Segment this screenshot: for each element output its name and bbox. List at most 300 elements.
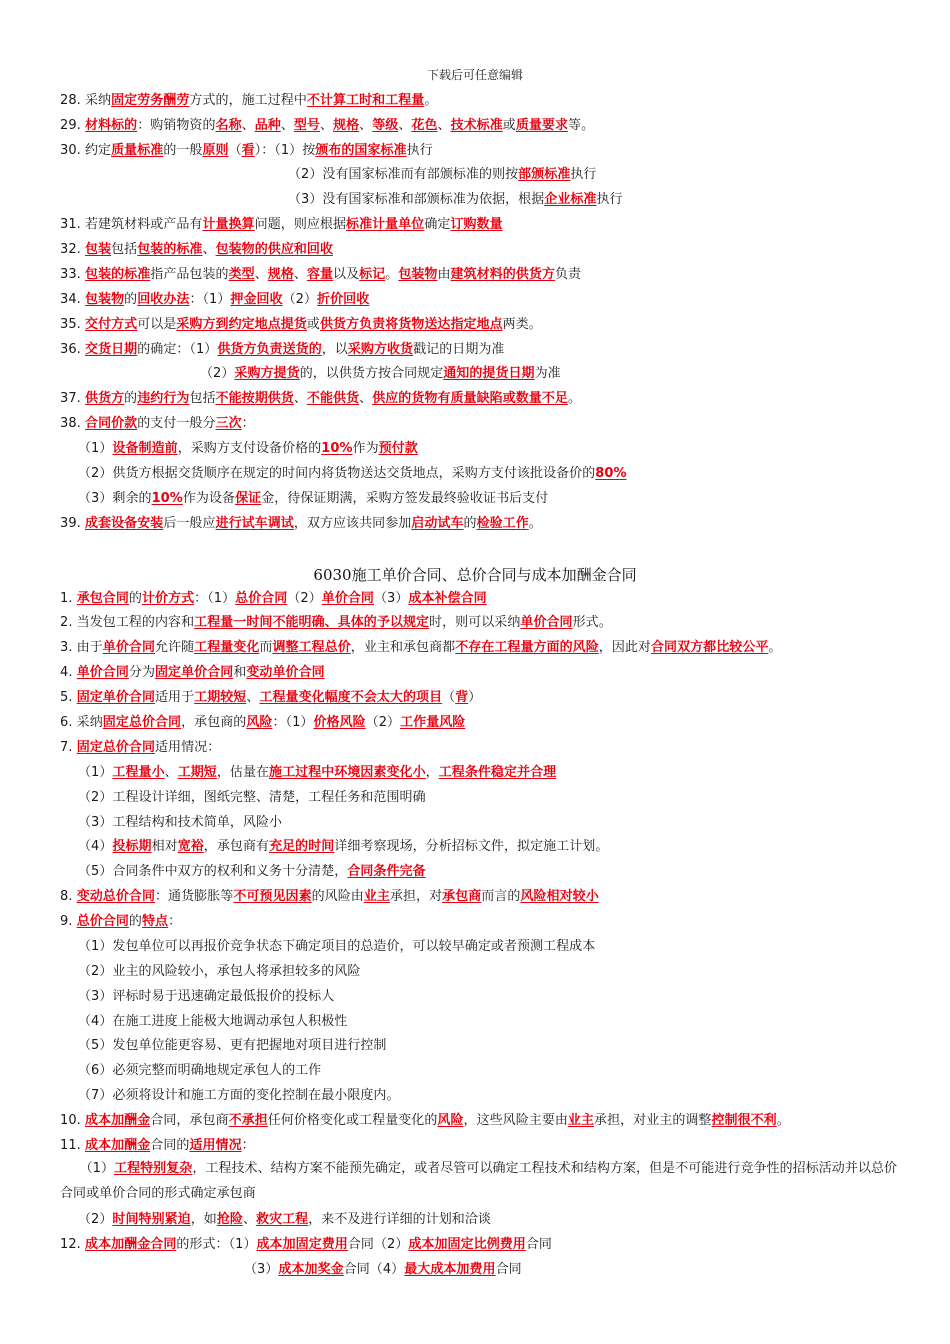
highlighted-term: 部颁标准 [518, 167, 571, 182]
highlighted-term: 背 [455, 690, 469, 705]
plain-text: 的 [124, 292, 138, 307]
plain-text: ，采购方支付设备价格的 [177, 441, 322, 456]
plain-text: 、 [202, 242, 216, 257]
plain-text: 4. [60, 665, 77, 680]
text-line [78, 1037, 386, 1055]
plain-text: 1. [60, 591, 77, 606]
highlighted-term: 工作量风险 [400, 715, 466, 730]
plain-text: 详细考察现场，分析招标文件，拟定施工计划。 [334, 839, 609, 854]
plain-text: 执行 [406, 143, 433, 158]
plain-text: ：通货膨胀等 [155, 889, 234, 904]
highlighted-term: 技术标准 [450, 118, 503, 133]
plain-text: 。 [776, 1113, 790, 1128]
highlighted-term: 时间特别紧迫 [112, 1212, 191, 1227]
highlighted-term: 包装物 [85, 292, 125, 307]
plain-text: 指产品包装的 [150, 267, 229, 282]
text-line [78, 1062, 321, 1080]
plain-text: ： [168, 914, 182, 929]
text-line [60, 614, 612, 632]
highlighted-term: 成本加奖金 [278, 1262, 344, 1277]
plain-text: ：（1） [189, 292, 231, 307]
plain-text: 或 [502, 118, 516, 133]
text-line [200, 365, 561, 383]
plain-text: 。 [567, 391, 582, 406]
plain-text: 9. [60, 914, 77, 929]
plain-text: 或 [306, 317, 320, 332]
plain-text: 28. 采纳 [60, 93, 112, 108]
highlighted-term: 不能供货 [306, 391, 360, 406]
highlighted-term: 包装物 [398, 267, 438, 282]
highlighted-term: 控制很不利 [711, 1113, 777, 1128]
plain-text: （3）没有国家标准和部颁标准为依据，根据 [288, 192, 545, 207]
highlighted-term: 成本补偿合同 [408, 591, 487, 606]
highlighted-term: 单价合同 [76, 665, 129, 680]
plain-text: （2）工程设计详细，图纸完整、清楚，工程任务和范围明确 [78, 790, 426, 805]
text-line [78, 988, 334, 1006]
text-line [60, 1156, 900, 1206]
text-line [78, 789, 426, 807]
plain-text: 38. [60, 416, 86, 431]
highlighted-term: 总价合同 [76, 914, 129, 929]
plain-text: 8. [60, 889, 77, 904]
plain-text: 以及 [333, 267, 360, 282]
highlighted-term: 风险 [437, 1113, 464, 1128]
text-line [60, 216, 503, 234]
highlighted-term: 计量换算 [202, 217, 255, 232]
highlighted-term: 变动总价合同 [76, 889, 155, 904]
plain-text: 、 [398, 118, 412, 133]
plain-text: 时，则可以采纳 [429, 615, 521, 630]
highlighted-term: 最大成本加费用 [404, 1262, 496, 1277]
highlighted-term: 业主 [363, 889, 390, 904]
plain-text: 33. [60, 267, 86, 282]
highlighted-term: 充足的时间 [269, 839, 335, 854]
text-line [288, 166, 596, 184]
highlighted-term: 花色 [411, 118, 438, 133]
plain-text: ，业主和承包商都 [350, 640, 456, 655]
plain-text: 方式的，施工过程中 [189, 93, 307, 108]
plain-text: （3）评标时易于迅速确定最低报价的投标人 [78, 989, 335, 1004]
text-line [60, 142, 433, 160]
text-line [60, 291, 369, 309]
highlighted-term: 工程量一时间不能明确、具体的予以规定 [194, 615, 430, 630]
highlighted-term: 单价合同 [102, 640, 155, 655]
highlighted-term: 成套设备安装 [85, 516, 164, 531]
highlighted-term: 合同双方都比较公平 [650, 640, 769, 655]
plain-text: 11. [60, 1138, 86, 1153]
plain-text: 后一般应 [163, 516, 216, 531]
plain-text: 承担，对 [389, 889, 443, 904]
plain-text: ：（1） [272, 715, 314, 730]
plain-text: 适用情况： [155, 740, 221, 755]
plain-text: 7. [60, 740, 77, 755]
plain-text: 合同 [525, 1237, 552, 1252]
highlighted-term: 风险相对较小 [520, 889, 599, 904]
plain-text: 、 [241, 118, 255, 133]
highlighted-term: 订购数量 [450, 217, 503, 232]
plain-text: 承担，对业主的调整 [594, 1113, 712, 1128]
plain-text: ，因此对 [598, 640, 651, 655]
highlighted-term: 救灾工程 [256, 1212, 309, 1227]
plain-text: 、 [242, 1212, 257, 1227]
text-line [78, 1013, 347, 1031]
highlighted-term: 承包商 [442, 889, 482, 904]
plain-text: （3） [244, 1262, 279, 1277]
text-line [60, 266, 581, 284]
plain-text: 的一般 [163, 143, 203, 158]
highlighted-term: 回收办法 [137, 292, 190, 307]
plain-text: 35. [60, 317, 86, 332]
plain-text: 的，以供货方按合同规定 [299, 366, 444, 381]
highlighted-term: 固定单价合同 [76, 690, 155, 705]
plain-text: （2） [200, 366, 235, 381]
plain-text: 合同，承包商 [150, 1113, 229, 1128]
plain-text: 作为 [352, 441, 379, 456]
plain-text: 、 [280, 118, 294, 133]
highlighted-term: 计价方式 [141, 591, 195, 606]
plain-text: 形式。 [572, 615, 612, 630]
plain-text: 金，待保证期满，采购方签发最终验收证书后支付 [261, 491, 549, 506]
plain-text: 适用于 [155, 690, 195, 705]
plain-text: （2）供货方根据交货顺序在规定的时间内将货物送达交货地点，采购方支付该批设备价的 [78, 466, 596, 481]
plain-text: 。 [424, 93, 438, 108]
plain-text: ，承包商的 [181, 715, 247, 730]
plain-text: 任何价格变化或工程量变化的 [267, 1113, 438, 1128]
plain-text: 而 [259, 640, 273, 655]
plain-text: 。 [768, 640, 782, 655]
highlighted-term: 保证 [235, 491, 262, 506]
highlighted-term: 特点 [141, 914, 169, 929]
plain-text: 确定 [424, 217, 451, 232]
highlighted-term: 型号 [293, 118, 320, 133]
highlighted-term: 不存在工程量方面的风险 [455, 640, 599, 655]
plain-text: （1） [78, 765, 113, 780]
highlighted-term: 不承担 [228, 1113, 268, 1128]
plain-text: 、 [293, 391, 307, 406]
highlighted-term: 工程特别复杂 [114, 1161, 193, 1176]
highlighted-term: 原则 [202, 143, 229, 158]
highlighted-term: 质量标准 [111, 143, 164, 158]
plain-text: 31. 若建筑材料或产品有 [60, 217, 203, 232]
highlighted-term: 采购方提货 [234, 366, 300, 381]
text-line [60, 664, 325, 682]
text-line [60, 341, 504, 359]
plain-text: 的支付一般分 [137, 416, 216, 431]
highlighted-term: 容量 [306, 267, 334, 282]
plain-text: 的 [463, 516, 477, 531]
plain-text: （5）发包单位能更容易、更有把握地对项目进行控制 [78, 1038, 387, 1053]
text-line [78, 863, 426, 881]
highlighted-term: 包装的标准 [137, 242, 203, 257]
text-line [78, 440, 418, 458]
plain-text: ：购销物资的 [137, 118, 216, 133]
highlighted-term: 成本加酬金 [85, 1113, 151, 1128]
plain-text: 、 [254, 267, 268, 282]
text-line [60, 1112, 790, 1130]
text-line [288, 191, 623, 209]
plain-text: 的风险由 [311, 889, 364, 904]
highlighted-term: 总价合同 [235, 591, 288, 606]
plain-text: 和 [233, 665, 247, 680]
highlighted-term: 投标期 [112, 839, 152, 854]
plain-text: 合同的 [150, 1138, 190, 1153]
plain-text: 的形式：（1） [176, 1237, 257, 1252]
highlighted-term: 进行试车调试 [215, 516, 294, 531]
plain-text: 36. [60, 342, 86, 357]
plain-text: 、 [164, 765, 178, 780]
plain-text: （1） [78, 441, 113, 456]
plain-text: 29. [60, 118, 86, 133]
highlighted-term: 交货日期 [85, 342, 138, 357]
plain-text: 包括 [111, 242, 138, 257]
highlighted-term: 包装物的供应和回收 [215, 242, 334, 257]
page-header: 下载后可任意编辑 [426, 68, 523, 82]
plain-text: 30. 约定 [60, 143, 112, 158]
plain-text: 执行 [596, 192, 623, 207]
plain-text: 为准 [534, 366, 561, 381]
text-line [60, 415, 255, 433]
highlighted-term: 建筑材料的供货方 [450, 267, 555, 282]
highlighted-term: 通知的提货日期 [443, 366, 535, 381]
plain-text: 的 [124, 391, 138, 406]
text-line [60, 241, 333, 259]
text-line [60, 316, 542, 334]
plain-text: 、 [246, 690, 260, 705]
highlighted-term: 单价合同 [321, 591, 374, 606]
plain-text: 10. [60, 1113, 86, 1128]
plain-text: 3. 由于 [60, 640, 103, 655]
highlighted-term: 工程条件稳定并合理 [438, 765, 557, 780]
highlighted-term: 包装的标准 [85, 267, 151, 282]
plain-text: 的 [128, 591, 142, 606]
plain-text: ，来不及进行详细的计划和洽谈 [308, 1212, 491, 1227]
plain-text: 、 [359, 118, 373, 133]
highlighted-term: 看 [241, 143, 255, 158]
plain-text: （2） [287, 591, 322, 606]
plain-text: 的确定：（1） [137, 342, 218, 357]
highlighted-term: 适用情况 [189, 1138, 242, 1153]
highlighted-term: 成本加酬金合同 [85, 1237, 177, 1252]
highlighted-term: 固定总价合同 [102, 715, 182, 730]
plain-text: 执行 [570, 167, 597, 182]
plain-text: 、 [319, 118, 334, 133]
plain-text: （3）工程结构和技术简单，风险小 [78, 815, 283, 830]
plain-text: 由 [437, 267, 451, 282]
highlighted-term: 固定单价合同 [155, 665, 234, 680]
plain-text: （1）发包单位可以再报价竞争状态下确定项目的总造价，可以较早确定或者预测工程成本 [78, 939, 596, 954]
highlighted-term: 单价合同 [520, 615, 573, 630]
plain-text: ， [425, 765, 439, 780]
text-line [244, 1261, 522, 1279]
highlighted-term: 不计算工时和工程量 [306, 93, 425, 108]
highlighted-term: 风险 [246, 715, 273, 730]
highlighted-term: 成本加酬金 [85, 1138, 151, 1153]
plain-text: 合同 [495, 1262, 522, 1277]
highlighted-term: 变动单价合同 [246, 665, 325, 680]
highlighted-term: 工程量小 [112, 765, 165, 780]
plain-text: 两类。 [502, 317, 542, 332]
highlighted-term: 名称 [215, 118, 242, 133]
plain-text: ： [241, 1138, 255, 1153]
highlighted-term: 等级 [372, 118, 399, 133]
plain-text: ：（1） [194, 591, 236, 606]
text-line [60, 739, 220, 757]
highlighted-term: 成本加固定费用 [256, 1237, 348, 1252]
highlighted-term: 颁布的国家标准 [315, 143, 407, 158]
text-line [60, 714, 465, 732]
highlighted-term: 宽裕 [177, 839, 204, 854]
text-line [78, 465, 627, 483]
plain-text: （1） [60, 1161, 115, 1176]
highlighted-term: 包装 [85, 242, 112, 257]
plain-text: 。 [385, 267, 399, 282]
highlighted-term: 标准计量单位 [346, 217, 425, 232]
highlighted-term: 工程量变化 [194, 640, 260, 655]
plain-text: 2. 当发包工程的内容和 [60, 615, 195, 630]
text-line [78, 814, 282, 832]
highlighted-term: 类型 [228, 267, 255, 282]
plain-text: 合同（2） [347, 1237, 409, 1252]
plain-text: （2）没有国家标准而有部颁标准的则按 [288, 167, 519, 182]
plain-text: 6. 采纳 [60, 715, 103, 730]
highlighted-term: 固定总价合同 [76, 740, 155, 755]
plain-text: （6）必须完整而明确地规定承包人的工作 [78, 1063, 322, 1078]
highlighted-term: 供货方 [85, 391, 125, 406]
highlighted-term: 品种 [254, 118, 281, 133]
highlighted-term: 施工过程中环境因素变化小 [269, 765, 426, 780]
plain-text: 39. [60, 516, 86, 531]
plain-text: （4） [78, 839, 113, 854]
highlighted-term: 规格 [333, 118, 360, 133]
plain-text: 34. [60, 292, 86, 307]
plain-text: 、 [359, 391, 373, 406]
plain-text: 而言的 [481, 889, 521, 904]
highlighted-term: 材料标的 [85, 118, 138, 133]
plain-text: 允许随 [155, 640, 195, 655]
text-line [60, 689, 481, 707]
plain-text: 等。 [568, 118, 595, 133]
text-line [78, 963, 360, 981]
highlighted-term: 质量要求 [515, 118, 569, 133]
plain-text: 戳记的日期为准 [413, 342, 505, 357]
highlighted-term: 启动试车 [411, 516, 464, 531]
plain-text: （2）业主的风险较小，承包人将承担较多的风险 [78, 964, 361, 979]
plain-text: （ [228, 143, 242, 158]
plain-text: 、 [293, 267, 307, 282]
highlighted-term: 调整工程总价 [272, 640, 351, 655]
highlighted-term: 供应的货物有质量缺陷或数量不足 [372, 391, 568, 406]
plain-text: （4）在施工进度上能极大地调动承包人积极性 [78, 1014, 348, 1029]
highlighted-term: 采购方收货 [347, 342, 414, 357]
highlighted-term: 检验工作 [476, 516, 529, 531]
plain-text: （7）必须将设计和施工方面的变化控制在最小限度内。 [78, 1088, 400, 1103]
text-line [60, 92, 437, 110]
text-line [60, 639, 781, 657]
highlighted-term: 违约行为 [137, 391, 190, 406]
plain-text: 相对 [151, 839, 178, 854]
plain-text: ： [241, 416, 255, 431]
highlighted-term: 采购方到约定地点提货 [176, 317, 307, 332]
plain-text: 32. [60, 242, 86, 257]
highlighted-term: 设备制造前 [112, 441, 178, 456]
highlighted-term: 合同条件完备 [347, 864, 426, 879]
text-line [78, 838, 608, 856]
text-line [60, 390, 581, 408]
highlighted-term: 工期较短 [194, 690, 247, 705]
highlighted-term: 固定劳务酬劳 [111, 93, 190, 108]
plain-text: ，这些风险主要由 [463, 1113, 568, 1128]
plain-text: ，如 [190, 1212, 217, 1227]
highlighted-term: 价格风险 [313, 715, 366, 730]
highlighted-term: 合同价款 [85, 416, 138, 431]
highlighted-term: 80% [595, 466, 627, 481]
highlighted-term: 业主 [567, 1113, 595, 1128]
highlighted-term: 工程量变化幅度不会太大的项目 [259, 690, 443, 705]
plain-text: （3）剩余的 [78, 491, 152, 506]
highlighted-term: 不能按期供货 [215, 391, 294, 406]
plain-text: 分为 [128, 665, 155, 680]
plain-text: （2） [78, 1212, 113, 1227]
plain-text: 可以是 [137, 317, 177, 332]
text-line [60, 590, 487, 608]
text-line [78, 938, 595, 956]
plain-text: 包括 [189, 391, 216, 406]
highlighted-term: 承包合同 [76, 591, 129, 606]
plain-text: ） [468, 690, 482, 705]
text-line [60, 1137, 255, 1155]
plain-text: 37. [60, 391, 86, 406]
plain-text: ，承包商有 [203, 839, 270, 854]
plain-text: 合同（4） [343, 1262, 405, 1277]
plain-text: ，估量在 [216, 765, 270, 780]
plain-text: 作为设备 [182, 491, 236, 506]
text-line [60, 913, 181, 931]
text-line [78, 764, 556, 782]
highlighted-term: 供货方负责送货的 [217, 342, 322, 357]
highlighted-term: 企业标准 [544, 192, 597, 207]
plain-text: 的 [128, 914, 142, 929]
highlighted-term: 10% [151, 491, 183, 506]
highlighted-term: 交付方式 [85, 317, 138, 332]
highlighted-term: 抢险 [216, 1212, 243, 1227]
plain-text: （3） [373, 591, 409, 606]
plain-text: 12. [60, 1237, 86, 1252]
plain-text: 问题，则应根据 [254, 217, 347, 232]
plain-text: （2） [365, 715, 401, 730]
highlighted-term: 规格 [267, 267, 294, 282]
plain-text: （ [442, 690, 456, 705]
plain-text: 。 [528, 516, 542, 531]
plain-text: ）：（1）按 [254, 143, 316, 158]
plain-text: （5）合同条件中双方的权利和义务十分清楚， [78, 864, 348, 879]
text-line [60, 1236, 552, 1254]
text-line [60, 117, 594, 135]
text-line [60, 888, 599, 906]
highlighted-term: 不可预见因素 [233, 889, 312, 904]
highlighted-term: 标记 [359, 267, 386, 282]
highlighted-term: 供货方负责将货物送达指定地点 [319, 317, 503, 332]
highlighted-term: 工期短 [177, 765, 217, 780]
text-line [78, 1087, 400, 1105]
highlighted-term: 折价回收 [317, 292, 370, 307]
section-title: 6030施工单价合同、总价合同与成本加酬金合同 [313, 566, 637, 584]
text-line [78, 490, 548, 508]
plain-text: （2） [282, 292, 318, 307]
plain-text: ，以 [321, 342, 348, 357]
highlighted-term: 10% [321, 441, 353, 456]
text-line [60, 515, 542, 533]
plain-text: 5. [60, 690, 77, 705]
